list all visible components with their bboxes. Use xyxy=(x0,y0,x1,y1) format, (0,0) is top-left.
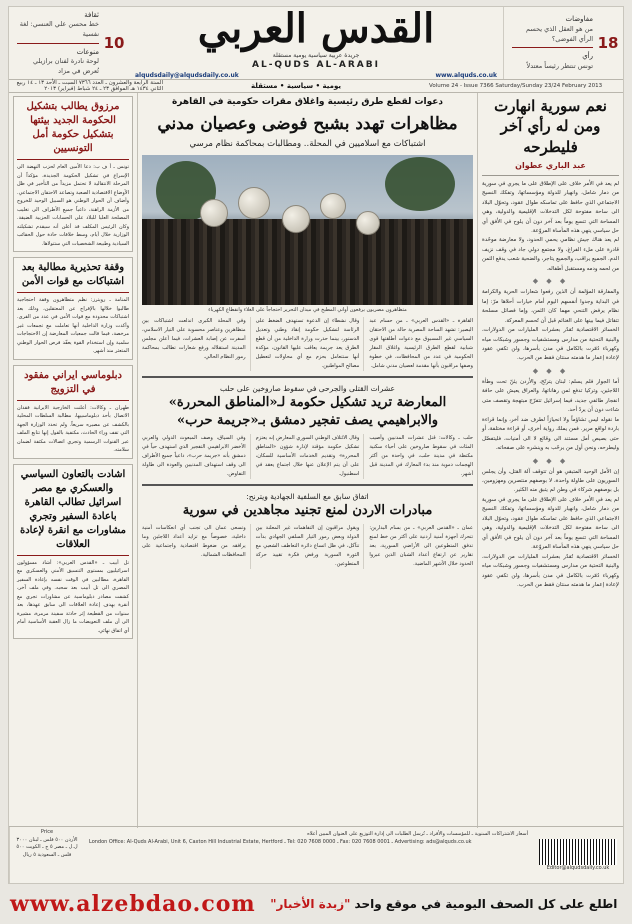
divider xyxy=(142,484,473,486)
opinion-paragraph: أما الجوار فلم يسلم: لبنان يترنّح، والأردن يئنّ تحت وطأة اللاجئين، وتركيا تدفع ثمن رهاناتها، والعراق يعيش على حافة انفجار طائفي جديد، فيما إسرائيل تتفرّج مبتهجة وتقصف متى شاءت دون أن يردّ أحد. xyxy=(482,378,619,414)
opinion-paragraph: لم يعد في الأمر خلاف على الإطلاق على ما يجري في سورية من دمار شامل، وانهيار للدولة ومؤسساتها، وتفكك النسيج الاجتماعي الذي حافظ على تماسكه طوال عقود، وتحوّل البلاد الى ساحة مفتوحة لكل التدخلات الإقليمية والدولية، وهي المساحة التي تتسع يوماً بعد آخر دون أن يلوح في الأفق أي حل سياسي ينهي هذه المأساة المروّعة. xyxy=(482,180,619,235)
story2-paragraph: حلب ـ وكالات: قتل عشرات المدنيين وأصيب المئات في سقوط صاروخين على أحياء سكنية مكتظة في مدينة حلب، في واحدة من أكثر الهجمات دموية منذ بدء المعارك في المدينة قبل أشهر. xyxy=(369,435,473,477)
story3-paragraph: ويقول مراقبون إن التفاهمات غير المعلنة بين الدولة وبعض رموز التيار السلفي الجهادي بدأت تتآكل، في ظل اتساع دائرة التعاطف الشعبي مع الثورة السورية ورفض فكرة تقييد حركة المتطوعين. xyxy=(256,524,365,569)
teaser-page-number: 18 xyxy=(597,34,619,52)
photo-pan xyxy=(356,211,380,235)
lead-body xyxy=(142,317,473,370)
paper-name-arabic: القدس العربي xyxy=(197,6,435,52)
page-footer xyxy=(9,826,623,883)
photo-pan xyxy=(320,193,346,219)
lead-photo-caption: متظاهرون مصريون يرفعون أواني المطبخ في ميدان التحرير احتجاجاً على الغلاء وانقطاع الكهرباء xyxy=(208,307,407,314)
teaser-box-right[interactable] xyxy=(9,7,129,79)
sidebar-headline: دبلوماسي ايراني مفقود في التزويج xyxy=(24,369,122,395)
issue-arabic-line: السنة الرابعة والعشرون ـ العدد ٧٣٦٦ السبت ـ الأحد ١٣ ـ ١٤ ربيع الثاني ١٤٣٤ هـ الموافق ٢٣ ـ ٢٤ شباط (فبراير) ٢٠١٣ xyxy=(16,80,163,92)
story2-paragraph: وفي السياق، وصف المبعوث الدولي والعربي الأخضر الابراهيمي التفجير الذي استهدف حياً في دمشق بأنه «جريمة حرب»، داعياً جميع الأطراف الى وقف استهداف المدنيين والعودة الى طاولة التفاوض. xyxy=(142,434,251,479)
story2-paragraph: وقال الائتلاف الوطني السوري المعارض إنه يعتزم تشكيل حكومة مؤقتة لإدارة شؤون «المناطق المحررة» وتقديم الخدمات الأساسية للسكان، على أن يتم الإعلان عنها خلال اجتماع يعقد في اسطنبول. xyxy=(256,434,365,479)
opinion-column xyxy=(477,93,623,828)
sidebar-item-3[interactable] xyxy=(13,464,133,640)
divider xyxy=(142,376,473,378)
issue-english-line: Volume 24 - Issue 7366 Saturday/Sunday 23/24 February 2013 xyxy=(429,83,603,89)
opinion-paragraph: الخسائر الاقتصادية تُقدّر بعشرات المليارات من الدولارات، والبنية التحتية من مدارس ومستشفيات وجسور وشبكات مياه وكهرباء دُمّرت بالكامل في مدن بأسرها، ولن تكفي عقود لإعادة إعمار ما هدمته سنتان فقط من الحرب. xyxy=(482,553,619,588)
story3-kicker: اتفاق سابق مع السلفية الجهادية ويترنح: xyxy=(246,491,369,501)
divider xyxy=(17,159,129,160)
lead-paragraph: وفي المحلة الكبرى اندلعت اشتباكات بين متظاهرين وعناصر محسوبة على التيار الاسلامي، أسفرت عن إصابة العشرات، فيما أعلن مجلس المدينة استقلاله ورفع شعارات تطالب بمحاكمة رموز النظام الحالي. xyxy=(142,317,251,370)
lead-story-column xyxy=(137,93,477,828)
photo-pan xyxy=(282,205,310,233)
lead-kicker: دعوات لقطع طرق رئيسية واغلاق مقرات حكومية في القاهرة xyxy=(171,97,444,107)
sidebar-item-1[interactable] xyxy=(13,257,133,360)
photo-crowd xyxy=(142,219,473,305)
sidebar-headline: اشادت بالتعاون السياسي والعسكري مع مصر اسرائيل تطالب القاهرة باعادة السفير وتجري مشاورات مع انقرة لإعادة العلاقات xyxy=(19,468,127,550)
story3-paragraph: عمان ـ «القدس العربي» ـ من بسام البدارين: تتحرك أجهزة أمنية أردنية على أكثر من خط لمنع تدفق المتطوعين الى الأراضي السورية، بعد تقارير عن ارتفاع أعداد الشبان الذين عبروا الحدود خلال الأشهر الماضية. xyxy=(369,525,473,567)
divider xyxy=(17,43,99,44)
opinion-paragraph: والمفارقة المؤلمة أن الذين رفعوا شعارات الحرية والكرامة في البداية وجدوا أنفسهم اليوم أمام خيارات أحلاها مرّ: إما نظام يرفض التنحي مهما كان الثمن، وإما فصائل مسلحة تتقاتل فيما بينها على الغنائم قبل أن تُحسم المعركة. xyxy=(482,289,619,324)
issue-info-bar xyxy=(9,80,623,93)
photo-pan xyxy=(238,187,270,219)
footer-info xyxy=(84,827,533,883)
teaser-title: لوحة نادرة لفنان برازيلي تُعرض في مزاد xyxy=(33,57,99,75)
footer-offices: London Office: Al-Quds Al-Arabi, Unit 6, Caxton Hill Industrial Estate, Hertford ـ Tel: 020 7608 0000 ـ Fax: 020 7608 0001 ـ Advertising: ads@alquds.co.uk xyxy=(89,839,472,845)
footer-prices xyxy=(9,827,84,883)
website-url-secondary[interactable]: alqudsdaily@alqudsdaily.co.uk xyxy=(135,72,239,79)
divider xyxy=(17,292,129,293)
watermark-text-before: اطلع على كل الصحف اليومية في موقع واحد xyxy=(350,897,618,911)
photo-tree xyxy=(385,157,455,211)
footer-barcode xyxy=(533,827,623,883)
footer-arabic-note: أسعار الاشتراكات السنوية ـ للمؤسسات والأفراد ـ تُرسل الطلبات الى إدارة التوزيع على العنوان المبين أعلاه xyxy=(307,831,528,837)
lead-paragraph: القاهرة ـ «القدس العربي» ـ من حسام عبد البصير: تشهد الساحة المصرية حالة من الاحتقان السياسي غير المسبوق مع دعوات أطلقتها قوى شبابية لقطع الطرق الرئيسية واغلاق المقار الحكومية في عدد من المحافظات، في خطوة وصفها مراقبون بأنها مقدمة لعصيان مدني شامل. xyxy=(369,318,473,369)
website-url-primary[interactable]: www.alquds.co.uk xyxy=(435,72,497,79)
story3-body xyxy=(142,524,473,569)
footer-prices-label: Price xyxy=(40,829,54,835)
sidebar-body: تونس ـ أ ف ب: دعا الأمين العام لحزب النهضة الى الإسراع في تشكيل الحكومة الجديدة، مؤكداً أن المرحلة الانتقالية لا تحتمل مزيداً من التأخير في ظل الأوضاع الاقتصادية الصعبة وتصاعد الاحتقان الاجتماعي. وأضاف أن الحوار الوطني هو السبيل الوحيد للخروج من الأزمة الراهنة، داعياً جميع الأطراف الى تغليب المصلحة العليا للبلاد على الحسابات الحزبية الضيقة. وكان الرئيس المكلف قد أعلن أنه سيقدم تشكيلته الوزارية خلال أيام، وسط خلافات حادة حول الحقائب السيادية وطبيعة الشخصيات التي ستتولاها. xyxy=(17,164,129,247)
divider xyxy=(17,555,129,556)
divider xyxy=(512,47,593,48)
sidebar-body: تل أبيب ـ «القدس العربي»: أشاد مسؤولون اسرائيليون بمستوى التنسيق الأمني والعسكري مع القاهرة، مطالبين في الوقت نفسه بإعادة السفير المصري الى تل أبيب بعد سحبه. وفي ملف آخر، كشفت مصادر دبلوماسية عن مشاورات تجري مع أنقرة بهدف إعادة العلاقات الى سابق عهدها، بعد سنوات من القطيعة إثر حادثة سفينة مرمرة، مشيرة الى أن ملف التعويضات ما زال العقبة الأساسية أمام أي اتفاق نهائي. xyxy=(17,559,129,634)
sidebar-headline: مرزوق يطالب بتشكيل الحكومة الجديد بيئتها بتشكيل حكومة أمل التونسيين xyxy=(26,101,120,154)
teaser-box-left[interactable] xyxy=(503,7,623,79)
opinion-paragraph: الخسائر الاقتصادية تُقدّر بعشرات المليارات من الدولارات، والبنية التحتية من مدارس ومستشفيات وجسور وشبكات مياه وكهرباء دُمّرت بالكامل في مدن بأسرها، ولن تكفي عقود لإعادة إعمار ما هدمته سنتان فقط من الحرب. xyxy=(482,327,619,362)
footer-prices-value: الأردن ٥٠٠ فلس ـ لبنان ٣٠٠٠ ل.ل ـ مصر ٥ ج ـ الكويت ٥٠٠ فلس ـ السعودية ٥ ريال xyxy=(16,836,78,858)
sidebar-item-0[interactable] xyxy=(13,96,133,252)
main-body xyxy=(9,93,623,828)
story3-paragraph: وتسعى عمان الى تجنب أي انعكاسات أمنية داخلية، خصوصاً مع تزايد أعداد اللاجئين وما يرافقه من ضغوط اقتصادية واجتماعية على المحافظات الشمالية. xyxy=(142,524,251,569)
newspaper-sheet xyxy=(8,6,624,884)
barcode-icon xyxy=(539,839,617,865)
watermark-bar xyxy=(0,884,632,924)
lead-headline[interactable]: مظاهرات تهدد بشبح فوضى وعصيان مدني xyxy=(157,113,458,134)
teaser-title: خط محسن علي العنسي: لغة نفسية xyxy=(19,20,99,38)
paper-subtitle: جريدة عربية سياسية يومية مستقلة xyxy=(272,52,360,59)
masthead-strip xyxy=(9,7,623,80)
teaser-page-number: 10 xyxy=(103,34,125,52)
divider xyxy=(17,400,129,401)
opinion-title: نعم سورية انهارت ومن له رأي آخر فليطرحه xyxy=(494,97,607,156)
lead-subhead: اشتباكات مع اسلاميين في المحلة.. ومطالبات بمحاكمة نظام مرسي xyxy=(189,139,426,150)
teaser-kicker: منوعات xyxy=(76,47,99,56)
teaser-kicker: ثقافة xyxy=(84,10,99,19)
opinion-author: عبد الباري عطوان xyxy=(515,160,586,170)
opinion-paragraph: ما نقوله ليس تشاؤماً ولا انحيازاً لطرف ضد آخر، وإنما قراءة باردة لواقع مرير. فمن يملك رواية أخرى، أو قراءة مختلفة، أو حتى بصيص أمل مستند الى وقائع لا الى أمنيات، فليتفضّل وليطرحه، ونحن أول من يرحّب به وينشره على صفحاته. xyxy=(482,416,619,452)
masthead xyxy=(129,7,503,79)
sidebar-column xyxy=(9,93,137,828)
lead-paragraph: وقال نشطاء إن الدعوة تستهدف الضغط على الرئاسة لتشكيل حكومة إنقاذ وطني وتعديل الدستور، بينما حذرت وزارة الداخلية من أن قطع الطرق يعد جريمة يعاقب عليها القانون، مؤكدة أنها ستتعامل بحزم مع أي محاولات لتعطيل مصالح المواطنين. xyxy=(256,317,365,370)
story2-body xyxy=(142,434,473,479)
story2-headline[interactable]: المعارضة تريد تشكيل حكومة لـ«المناطق المحررة» xyxy=(168,394,447,410)
divider xyxy=(482,175,619,176)
sidebar-body: المنامة ـ رويترز: نظم متظاهرون وقفة احتجاجية طالبوا خلالها بالإفراج عن المعتقلين، وذلك بعد اشتباكات محدودة مع قوات الأمن في عدد من القرى. وأكدت وزارة الداخلية أنها تعاملت مع تجمعات غير مرخصة، فيما قالت جمعيات المعارضة إن الاحتجاجات سلمية وإن استخدام القوة يعقّد فرص الحوار الوطني المتعثر منذ أشهر. xyxy=(17,297,129,354)
lead-photo xyxy=(142,155,473,305)
opinion-paragraph: لم يعد في الأمر خلاف على الإطلاق على ما يجري في سورية من دمار شامل، وانهيار للدولة ومؤسساتها، وتفكك النسيج الاجتماعي الذي حافظ على تماسكه طوال عقود، وتحوّل البلاد الى ساحة مفتوحة لكل التدخلات الإقليمية والدولية، وهي المساحة التي تتسع يوماً بعد آخر دون أن يلوح في الأفق أي حل سياسي ينهي هذه المأساة المروّعة. xyxy=(482,496,619,551)
opinion-paragraph: إن الأمل الوحيد المتبقي هو أن تتوقف آلة القتل، وأن يجلس السوريون على طاولة واحدة، لا بوصفهم منتصرين ومهزومين، بل بوصفهم شركاء في وطن لم يتبق منه الكثير. xyxy=(482,468,619,494)
paragraph-separator: ◆ ◆ ◆ xyxy=(532,456,569,465)
sidebar-body: طهران ـ وكالات: أعلنت الخارجية الايرانية فقدان الاتصال بأحد دبلوماسييها، مطالبة السلطات المحلية بالكشف عن مصيره سريعاً. ولم تحدد الوزارة الجهة التي تقف وراء الحادث، مكتفية بالقول إنها تتابع الملف عبر القنوات الرسمية وتجري اتصالات مكثفة لضمان سلامته. xyxy=(17,404,129,453)
teaser-kicker: مفاوضات xyxy=(565,15,593,24)
teaser-title: من هو العقل الذي يحسم الرأي الفوضى؟ xyxy=(525,24,593,43)
paper-name-english: AL-QUDS AL-ARABI xyxy=(252,60,380,70)
watermark-text xyxy=(256,897,632,911)
opinion-paragraph: لم يعد هناك جيش نظامي يحمي الحدود، ولا معارضة موحّدة قادرة على ملء الفراغ، ولا مجتمع دولي جاد في وقف نزيف الدم. الجميع يراقب، والجميع يتاجر، والضحية شعب يدفع الثمن من لحمه ودمه ومستقبل أطفاله. xyxy=(482,237,619,272)
story3-headline[interactable]: مبادرات الاردن لمنع تجنيد مجاهدين في سورية xyxy=(182,503,433,519)
paper-tagline: يومية • سياسية • مستقلة xyxy=(251,82,341,90)
paragraph-separator: ◆ ◆ ◆ xyxy=(532,366,569,375)
paragraph-separator: ◆ ◆ ◆ xyxy=(532,277,569,286)
watermark-url[interactable]: www.alzebdao.com xyxy=(10,891,256,917)
story2-kicker: عشرات القتلى والجرحى في سقوط صاروخين على حلب xyxy=(219,383,396,393)
footer-email[interactable]: Editor@alqudsdaily.co.uk xyxy=(546,865,610,871)
teaser-kicker: رأي xyxy=(582,52,593,61)
watermark-brand: "زبدة الأخبار" xyxy=(270,897,351,911)
sidebar-item-2[interactable] xyxy=(13,365,133,459)
story2-subhead: والابراهيمي يصف تفجير دمشق بـ«جريمة حرب» xyxy=(176,413,439,429)
photo-pan xyxy=(200,199,228,227)
sidebar-headline: وقفة تحذيرية مطالبة بعد اشتباكات مع قوات الأمن xyxy=(21,262,125,287)
teaser-title: تونس تنتظر رئيساً معتدلاً xyxy=(526,61,593,70)
